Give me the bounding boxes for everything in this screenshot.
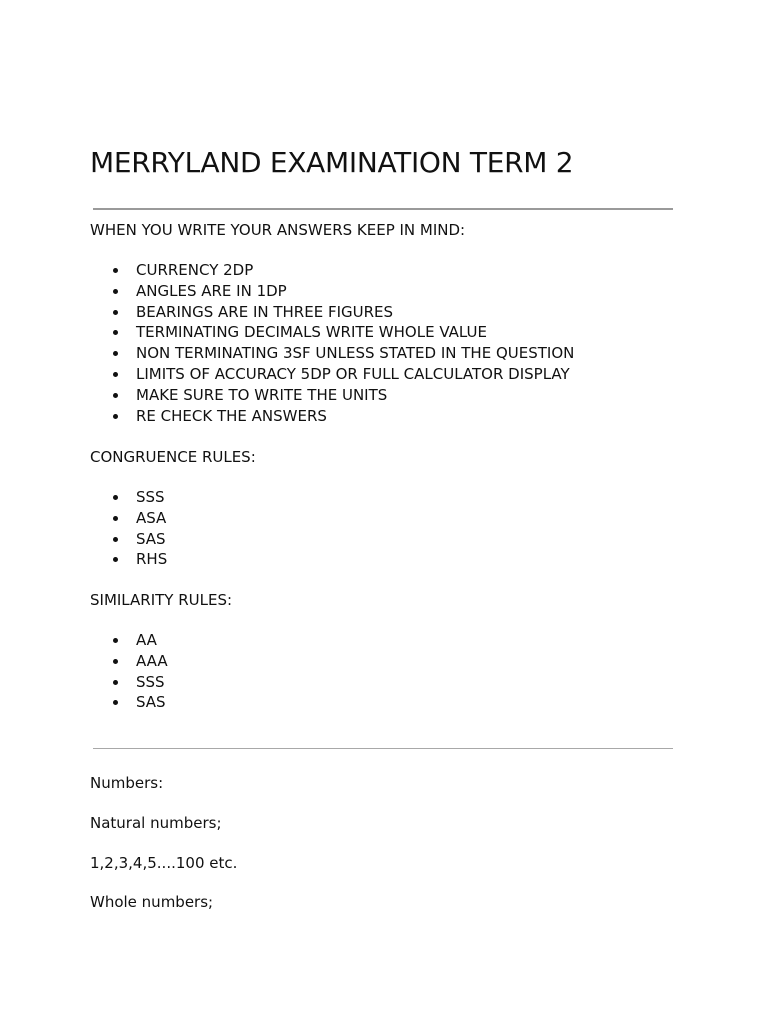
list-item: AAA (110, 651, 168, 672)
list-item: CURRENCY 2DP (110, 260, 574, 281)
similarity-rules-list (110, 630, 168, 713)
section-divider (93, 748, 673, 749)
list-item: TERMINATING DECIMALS WRITE WHOLE VALUE (110, 322, 574, 343)
list-item: RE CHECK THE ANSWERS (110, 406, 574, 427)
list-item: NON TERMINATING 3SF UNLESS STATED IN THE QUESTION (110, 343, 574, 364)
list-item: LIMITS OF ACCURACY 5DP OR FULL CALCULATOR DISPLAY (110, 364, 574, 385)
similarity-heading: SIMILARITY RULES: (90, 591, 233, 609)
answers-intro: WHEN YOU WRITE YOUR ANSWERS KEEP IN MIND: (90, 221, 466, 239)
list-item: SAS (110, 529, 167, 550)
whole-numbers-heading: Whole numbers; (90, 893, 214, 911)
list-item: AA (110, 630, 168, 651)
numbers-heading: Numbers: (90, 774, 164, 792)
list-item: RHS (110, 549, 167, 570)
list-item: BEARINGS ARE IN THREE FIGURES (110, 302, 574, 323)
title-divider (93, 208, 673, 210)
list-item: MAKE SURE TO WRITE THE UNITS (110, 385, 574, 406)
list-item: ANGLES ARE IN 1DP (110, 281, 574, 302)
natural-numbers-heading: Natural numbers; (90, 814, 222, 832)
document-title: MERRYLAND EXAMINATION TERM 2 (90, 146, 574, 179)
list-item: SAS (110, 692, 168, 713)
natural-numbers-example: 1,2,3,4,5....100 etc. (90, 854, 238, 872)
answer-rules-list (110, 260, 574, 426)
list-item: ASA (110, 508, 167, 529)
congruence-rules-list (110, 487, 167, 570)
list-item: SSS (110, 672, 168, 693)
congruence-heading: CONGRUENCE RULES: (90, 448, 256, 466)
list-item: SSS (110, 487, 167, 508)
